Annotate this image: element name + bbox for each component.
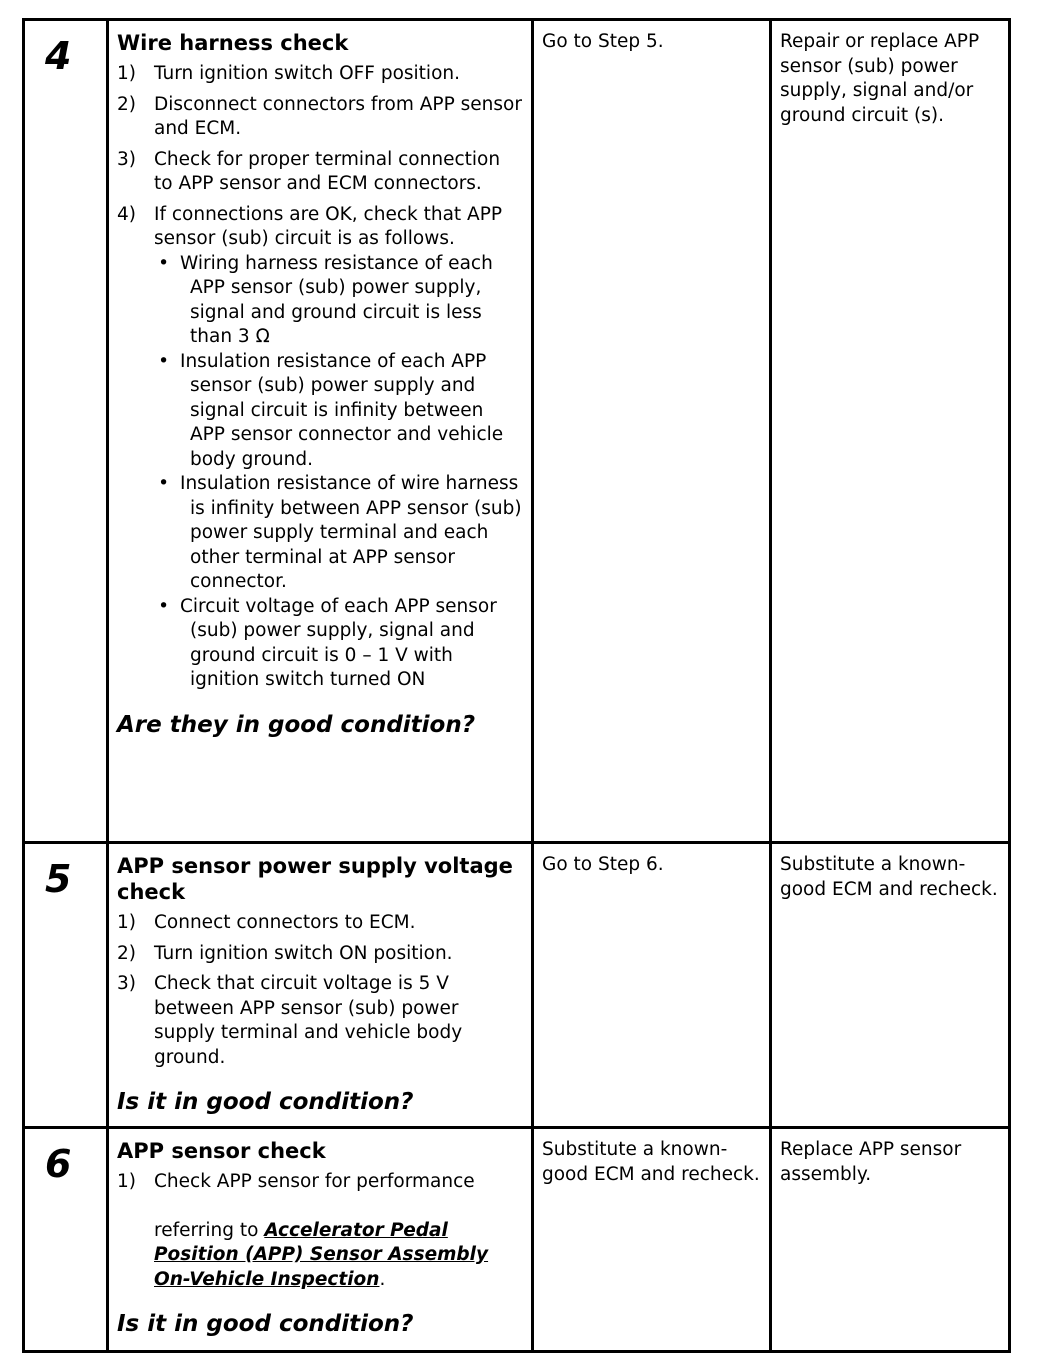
bullet-text: Insulation resistance of each APP sensor (sub) power supply and signal circuit is infinity between APP sensor connector and vehicle body ground. bbox=[180, 350, 504, 470]
no-cell bbox=[771, 20, 1010, 843]
list-item bbox=[117, 62, 523, 87]
yes-cell bbox=[533, 1128, 771, 1352]
step-title: Wire harness check bbox=[117, 31, 349, 55]
item-number: 1) bbox=[117, 912, 136, 933]
bullet-icon: • bbox=[158, 595, 169, 617]
reference-prefix: referring to bbox=[154, 1219, 265, 1241]
bullet-item bbox=[154, 472, 523, 595]
bullet-item bbox=[154, 252, 523, 350]
bullet-text: Circuit voltage of each APP sensor (sub) power supply, signal and ground circuit is 0 – 1 V with ignition switch turned ON bbox=[180, 595, 497, 690]
condition-question: Is it in good condition? bbox=[117, 1089, 414, 1115]
bullet-icon: • bbox=[158, 252, 169, 274]
yes-cell bbox=[533, 20, 771, 843]
bullet-icon: • bbox=[158, 350, 169, 372]
step-number-cell bbox=[24, 843, 108, 1128]
bullet-text: Wiring harness resistance of each APP sensor (sub) power supply, signal and ground circuit is less than 3 Ω bbox=[180, 252, 493, 347]
no-result-text: Substitute a known-good ECM and recheck. bbox=[780, 854, 998, 900]
item-text: Check for proper terminal connection to APP sensor and ECM connectors. bbox=[154, 148, 501, 194]
condition-question: Is it in good condition? bbox=[117, 1311, 414, 1337]
condition-question: Are they in good condition? bbox=[117, 711, 476, 738]
step-number: 5 bbox=[45, 857, 72, 901]
list-item bbox=[117, 972, 523, 1070]
yes-result-text: Go to Step 5. bbox=[542, 31, 664, 52]
item-number: 4) bbox=[117, 203, 136, 225]
no-result-text: Repair or replace APP sensor (sub) power supply, signal and/or ground circuit (s). bbox=[780, 31, 980, 126]
bullet-icon: • bbox=[158, 473, 169, 494]
step-title: APP sensor check bbox=[117, 1139, 326, 1163]
bullet-text: Insulation resistance of wire harness is infinity between APP sensor (sub) power supply terminal and each other terminal at APP sensor connector. bbox=[180, 473, 522, 592]
no-cell bbox=[771, 1128, 1010, 1352]
item-number: 2) bbox=[117, 93, 136, 115]
reference-suffix: . bbox=[379, 1268, 386, 1290]
yes-result-text: Substitute a known-good ECM and recheck. bbox=[542, 1139, 760, 1185]
item-text: Disconnect connectors from APP sensor and ECM. bbox=[154, 93, 522, 139]
item-text: If connections are OK, check that APP sensor (sub) circuit is as follows. bbox=[154, 203, 503, 249]
item-text: Turn ignition switch ON position. bbox=[154, 942, 453, 964]
item-number: 3) bbox=[117, 148, 136, 170]
bullet-item bbox=[154, 350, 523, 473]
step-row-5 bbox=[24, 843, 1010, 1128]
bullet-list bbox=[154, 252, 523, 693]
list-item bbox=[117, 203, 523, 693]
no-cell bbox=[771, 843, 1010, 1128]
list-item bbox=[117, 942, 523, 967]
item-text: Check that circuit voltage is 5 V between APP sensor (sub) power supply terminal and vehicle body ground. bbox=[154, 973, 463, 1068]
list-item bbox=[117, 148, 523, 197]
list-item bbox=[117, 93, 523, 142]
list-item bbox=[117, 911, 523, 936]
item-number: 1) bbox=[117, 1171, 136, 1192]
yes-cell bbox=[533, 843, 771, 1128]
item-text: Check APP sensor for performance bbox=[154, 1171, 475, 1192]
no-result-text: Replace APP sensor assembly. bbox=[780, 1139, 962, 1185]
item-number: 2) bbox=[117, 942, 136, 964]
step-row-4 bbox=[24, 20, 1010, 843]
item-text: Turn ignition switch OFF position. bbox=[154, 63, 460, 84]
step-number-cell bbox=[24, 1128, 108, 1352]
step-row-6 bbox=[24, 1128, 1010, 1352]
action-cell bbox=[108, 1128, 533, 1352]
bullet-item bbox=[154, 595, 523, 693]
action-cell bbox=[108, 20, 533, 843]
inspection-reference-link[interactable]: Accelerator Pedal Position (APP) Sensor Assembly On-Vehicle Inspection bbox=[154, 1219, 489, 1290]
list-item bbox=[117, 1170, 523, 1195]
action-cell bbox=[108, 843, 533, 1128]
item-number: 3) bbox=[117, 973, 136, 994]
step-title: APP sensor power supply voltage check bbox=[117, 854, 513, 904]
item-text: Connect connectors to ECM. bbox=[154, 912, 416, 933]
yes-result-text: Go to Step 6. bbox=[542, 854, 664, 875]
step-number: 4 bbox=[45, 34, 72, 78]
item-number: 1) bbox=[117, 63, 136, 84]
reference-line bbox=[117, 1219, 523, 1293]
step-number: 6 bbox=[45, 1142, 72, 1186]
step-number-cell bbox=[24, 20, 108, 843]
diagnostic-steps-table bbox=[22, 18, 1011, 1353]
